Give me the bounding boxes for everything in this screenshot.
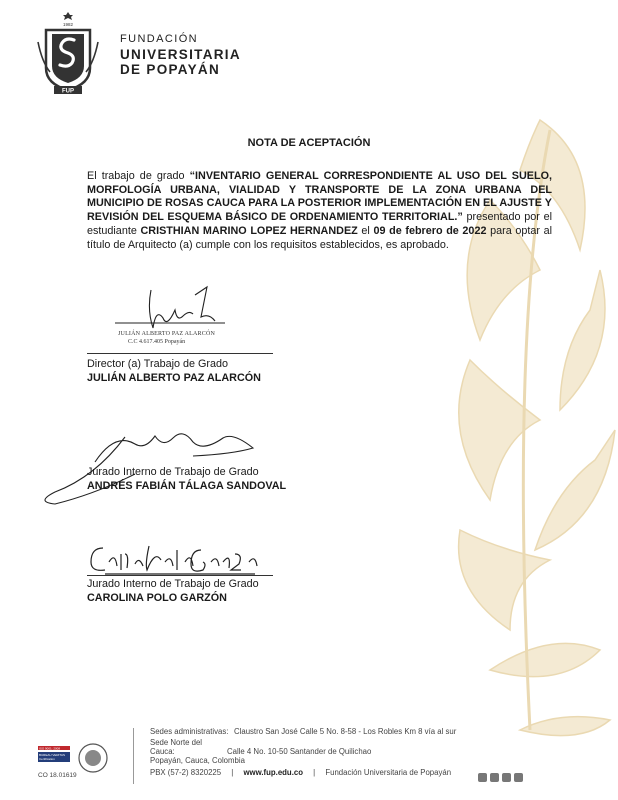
connector-text-1: presentado por el estudiante [87, 211, 552, 237]
document-title: NOTA DE ACEPTACIÓN [247, 137, 371, 149]
institution-line-2: UNIVERSITARIA [120, 47, 241, 62]
email-icon[interactable] [478, 773, 487, 782]
twitter-icon[interactable] [514, 773, 523, 782]
signature-line-1 [87, 353, 273, 354]
intro-text: El trabajo de grado [87, 170, 190, 182]
footer-value-north: Calle 4 No. 10-50 Santander de Quilichao [227, 747, 372, 756]
social-icons [478, 769, 526, 787]
footer-value-admin: Claustro San José Calle 5 No. 8-58 - Los Robles Km 8 vía al sur [234, 727, 457, 736]
cert-kind-label: Certification [39, 757, 55, 761]
logo-badge: FUP [62, 88, 74, 95]
connector-text-2: el [357, 224, 374, 237]
cert-org-label: BUREAU VERITAS [39, 753, 65, 757]
signature-name-2: ANDRÉS FABIÁN TÁLAGA SANDOVAL [87, 480, 287, 492]
institution-line-3: DE POPAYÁN [120, 62, 221, 77]
certificate-code: CO 18.01619 [38, 772, 77, 779]
instagram-icon[interactable] [502, 773, 511, 782]
fup-shield-logo [36, 10, 100, 96]
footer-address-1 [150, 727, 456, 736]
institution-line-1: FUNDACIÓN [120, 33, 198, 45]
footer-city: Popayán, Cauca, Colombia [150, 756, 245, 765]
footer-label-north: Sede Norte del Cauca: [150, 738, 203, 756]
footer-foundation: Fundación Universitaria de Popayán [325, 768, 452, 777]
signature-director [95, 285, 235, 335]
approval-date: 09 de febrero de 2022 [373, 224, 487, 237]
outro-text: para optar al título de Arquitecto (a) cumple con los requisitos establecidos, es aprobado. [87, 224, 553, 251]
signature-role-2: Jurado Interno de Trabajo de Grado [87, 466, 259, 478]
thesis-title: “INVENTARIO GENERAL CORRESPONDIENTE AL USO DEL SUELO, MORFOLOGÍA URBANA, VIALIDAD Y TRANSPORTE DE LA ZONA URBANA DEL MUNICIPIO DE ROSAS CAUCA PARA LA POSTERIOR IMPLEMENTACIÓN EN EL AJUSTE Y REVISIÓN DEL ESQUEMA BÁSICO DE ORDENAMIENTO TERRITORIAL.” [87, 170, 552, 224]
acceptance-paragraph [87, 170, 552, 252]
footer-contact: PBX (57-2) 8320225 | www.fup.edu.co | Fundación Universitaria de Popayán [150, 768, 452, 777]
signature-name-3: CAROLINA POLO GARZÓN [87, 592, 227, 604]
signature-role-3: Jurado Interno de Trabajo de Grado [87, 578, 259, 590]
footer-address-2 [150, 738, 371, 756]
cert-iso-label: ISO 9001: 2008 [39, 746, 61, 751]
footer-label-admin: Sedes administrativas: [150, 727, 229, 736]
footer-phone: PBX (57-2) 8320225 [150, 768, 222, 777]
signature-line-3 [87, 575, 273, 576]
facebook-icon[interactable] [490, 773, 499, 782]
signature-jury-2 [85, 540, 265, 580]
director-stamp-name: JULIÁN ALBERTO PAZ ALARCÓN [118, 331, 216, 337]
student-name: CRISTHIAN MARINO LOPEZ HERNANDEZ [140, 224, 358, 237]
footer-separator [133, 728, 134, 784]
director-stamp-id: C.C 4.617.405 Popayán [128, 339, 186, 345]
signature-role-1: Director (a) Trabajo de Grado [87, 358, 229, 370]
institution-name [120, 32, 241, 77]
signature-name-1: JULIÁN ALBERTO PAZ ALARCÓN [87, 372, 261, 384]
logo-year: 1982 [62, 22, 74, 27]
footer-website[interactable]: www.fup.edu.co [243, 768, 303, 777]
